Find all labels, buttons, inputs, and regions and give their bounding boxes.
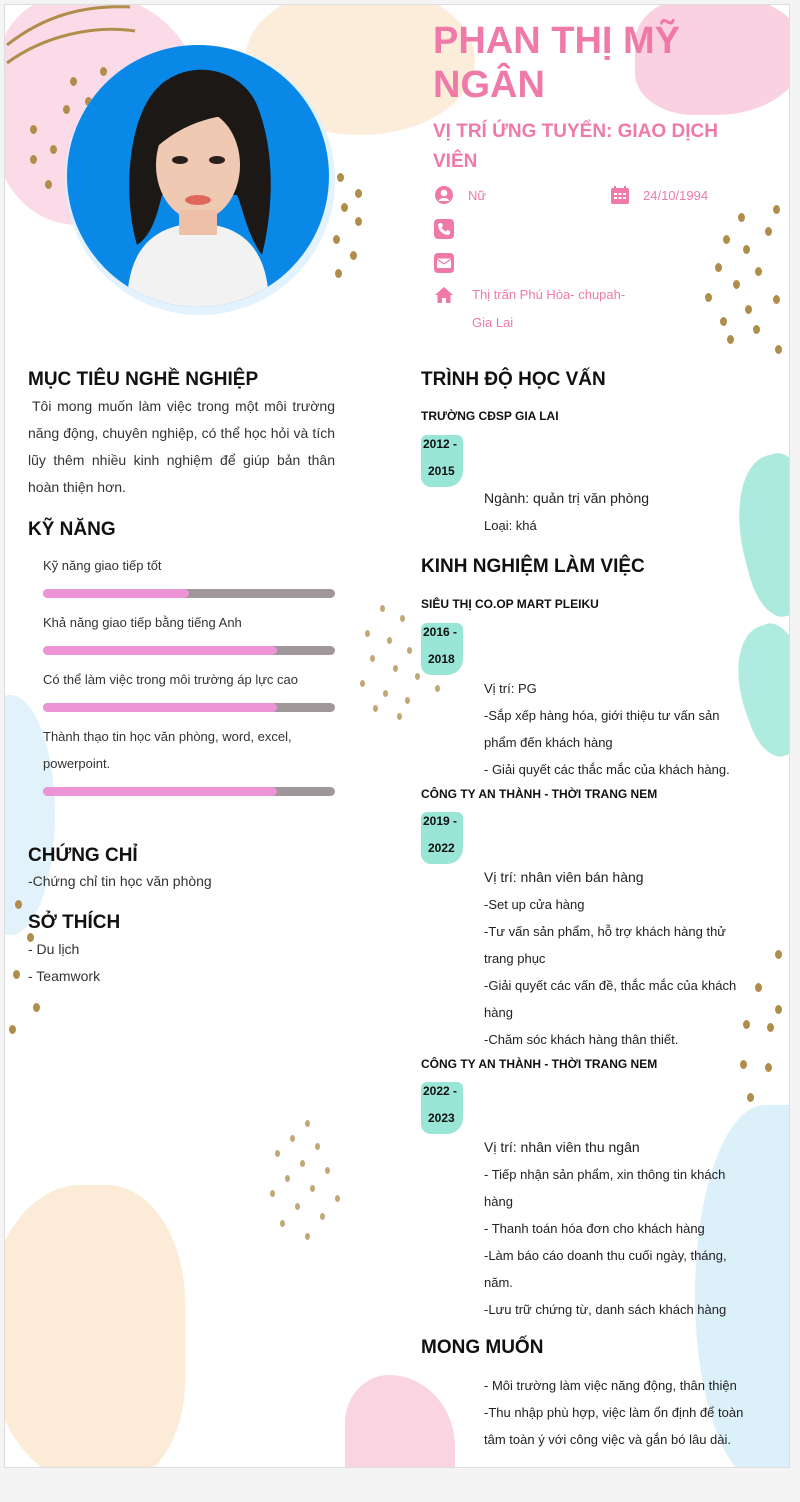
wish-line: - Môi trường làm việc năng động, thân thiện (484, 1378, 737, 1393)
year-end: 2015 (428, 464, 455, 478)
year-start: 2016 - (423, 625, 458, 639)
job-line: Vị trí: nhân viên thu ngân (484, 1139, 640, 1155)
year-start: 2012 - (423, 437, 458, 451)
cv-page (4, 4, 790, 1468)
wish-line: tâm toàn ý với công việc và gắn bó lâu dài. (484, 1432, 731, 1447)
skill-bar-fill (43, 646, 277, 655)
job-line: -Giải quyết các vấn đề, thắc mắc của khách (484, 978, 737, 993)
certificate-item: -Chứng chỉ tin học văn phòng (28, 873, 212, 889)
year-start: 2022 - (423, 1084, 458, 1098)
job-line: -Lưu trữ chứng từ, danh sách khách hàng (484, 1302, 727, 1317)
job-line: hàng (484, 1194, 513, 1209)
job-line: Vị trí: nhân viên bán hàng (484, 869, 644, 885)
job-line: -Set up cửa hàng (484, 897, 585, 912)
job-line: trang phục (484, 951, 546, 966)
phone-icon (434, 219, 454, 239)
skill-bar (43, 787, 335, 796)
job-line: -Làm báo cáo doanh thu cuối ngày, tháng, (484, 1248, 727, 1263)
education-line: Ngành: quản trị văn phòng (484, 490, 650, 506)
birth-date: 24/10/1994 (643, 188, 709, 203)
job-line: - Thanh toán hóa đơn cho khách hàng (484, 1221, 705, 1236)
skill-label: Khả năng giao tiếp bằng tiếng Anh (43, 615, 242, 630)
school-name: TRƯỜNG CĐSP GIA LAI (421, 409, 559, 423)
job-details (484, 1134, 754, 1323)
job-line: -Tư vấn sản phẩm, hỗ trợ khách hàng thử (484, 924, 726, 939)
skill-bar (43, 589, 335, 598)
address-line-2: Gia Lai (472, 315, 514, 330)
skills-heading: KỸ NĂNG (28, 519, 116, 540)
certificates-heading: CHỨNG CHỈ (28, 845, 138, 866)
job-line: -Sắp xếp hàng hóa, giới thiệu tư vấn sản (484, 708, 720, 723)
user-icon (434, 185, 454, 205)
skill-label: Thành thạo tin học văn phòng, word, excel, (43, 729, 292, 744)
address-line-1: Thị trấn Phú Hòa- chupah- (472, 287, 626, 302)
wish-line: -Thu nhập phù hợp, việc làm ổn định để toàn (484, 1405, 744, 1420)
skill-bar (43, 703, 335, 712)
wishes-details (484, 1372, 754, 1453)
hobbies-heading: SỞ THÍCH (28, 912, 121, 933)
skill-bar (43, 646, 335, 655)
skill-bar-fill (43, 589, 189, 598)
job-line: Vị trí: PG (484, 681, 537, 696)
job-details (484, 864, 754, 1053)
hobby-item: - Teamwork (28, 968, 101, 984)
objective-heading: MỤC TIÊU NGHỀ NGHIỆP (28, 369, 259, 390)
year-start: 2019 - (423, 814, 458, 828)
job-line: - Giải quyết các thắc mắc của khách hàng. (484, 762, 730, 777)
year-end: 2018 (428, 652, 455, 666)
candidate-name: PHAN THỊ MỸ NGÂN (433, 20, 680, 106)
applied-position: VỊ TRÍ ỨNG TUYỂN: GIAO DỊCH VIÊN (433, 121, 718, 172)
skill-label: Có thể làm việc trong môi trường áp lực cao (43, 672, 298, 687)
peach-blob-bottom-left (4, 1185, 185, 1468)
hobby-item: - Du lịch (28, 941, 80, 957)
education-heading: TRÌNH ĐỘ HỌC VẤN (421, 369, 606, 390)
job-line: -Chăm sóc khách hàng thân thiết. (484, 1032, 679, 1047)
year-end: 2022 (428, 841, 455, 855)
company-name: CÔNG TY AN THÀNH - THỜI TRANG NEM (421, 1057, 658, 1071)
job-line: hàng (484, 1005, 513, 1020)
education-line: Loại: khá (484, 518, 537, 533)
year-end: 2023 (428, 1111, 455, 1125)
gender-text: Nữ (468, 188, 487, 203)
skill-bar-fill (43, 787, 277, 796)
wishes-heading: MONG MUỐN (421, 1337, 544, 1358)
skill-label-continued: powerpoint. (43, 756, 111, 771)
experience-heading: KINH NGHIỆM LÀM VIỆC (421, 556, 645, 577)
job-details (484, 675, 754, 783)
skill-label: Kỹ năng giao tiếp tốt (43, 558, 162, 573)
profile-photo (67, 45, 329, 307)
mail-icon (434, 253, 454, 273)
company-name: CÔNG TY AN THÀNH - THỜI TRANG NEM (421, 787, 658, 801)
portrait-illustration (67, 45, 329, 307)
pink-blob-bottom (345, 1375, 455, 1468)
calendar-icon (610, 185, 630, 205)
skill-bar-fill (43, 703, 277, 712)
company-name: SIÊU THỊ CO.OP MART PLEIKU (421, 597, 599, 611)
job-line: năm. (484, 1275, 513, 1290)
job-line: phẩm đến khách hàng (484, 735, 613, 750)
education-detail (484, 485, 754, 539)
objective-text: Tôi mong muốn làm việc trong một môi trường năng động, chuyên nghiệp, có thể học hỏi và tích lũy thêm nhiều kinh nghiệm để giúp bản thân hoàn thiện hơn. (28, 398, 335, 495)
home-icon (434, 285, 454, 305)
job-line: - Tiếp nhận sản phẩm, xin thông tin khách (484, 1167, 726, 1182)
